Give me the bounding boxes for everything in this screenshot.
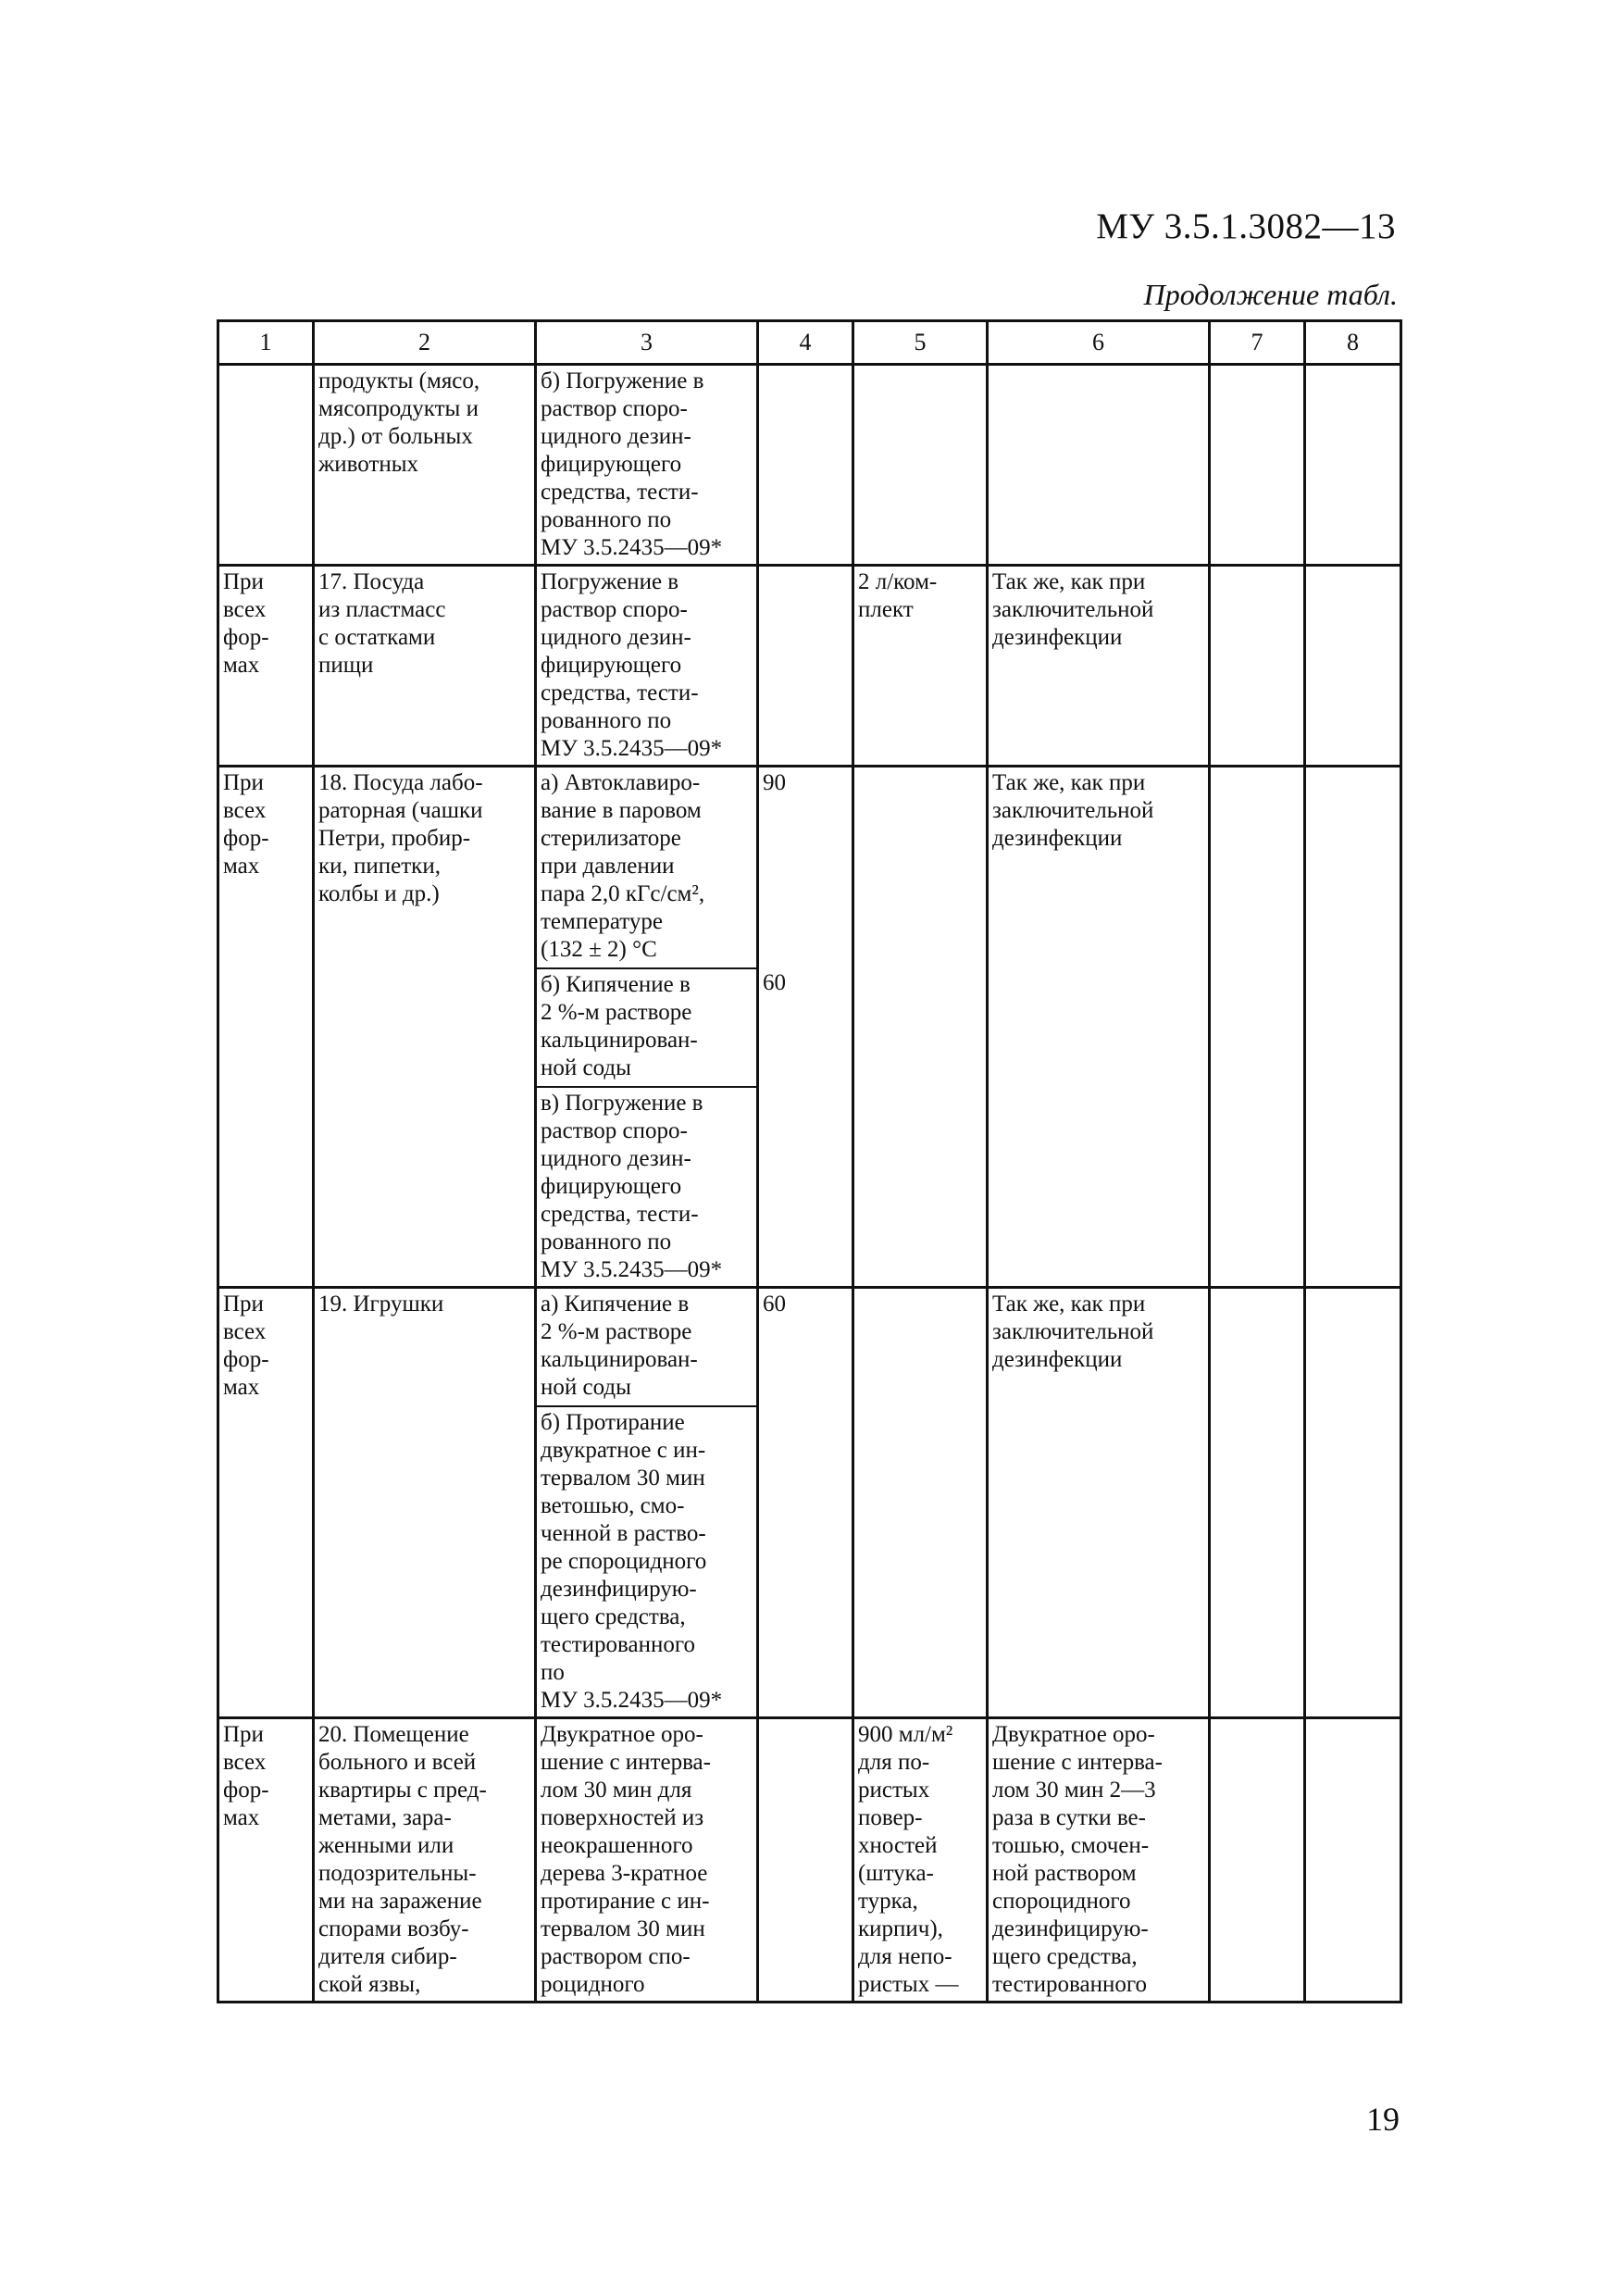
- column-header-2: 2: [314, 321, 536, 365]
- column-header-3: 3: [536, 321, 758, 365]
- form-cell: При всех фор- мах: [218, 1288, 314, 1718]
- method-cell: [536, 1718, 758, 2003]
- table-row: [218, 1288, 1401, 1718]
- object-cell: 17. Посуда из пластмасс с остатками пищи: [314, 566, 536, 767]
- col7-cell: [1210, 365, 1305, 566]
- form-cell: При всех фор- мах: [218, 767, 314, 1288]
- col8-cell: [1305, 365, 1401, 566]
- method-item: в) Погружение в раствор споро- цидного дезин- фицирующего средства, тести- рованного по МУ 3.5.2435—09*: [537, 1086, 756, 1284]
- time-value: 90: [763, 770, 786, 795]
- header-row: [218, 321, 1401, 365]
- method-item: Погружение в раствор споро- цидного дезин- фицирующего средства, тести- рованного по МУ 3.5.2435—09*: [541, 569, 723, 761]
- column-header-8: 8: [1305, 321, 1401, 365]
- norm-cell: [853, 1288, 988, 1718]
- time-cell: [758, 1288, 853, 1718]
- method-item: б) Кипячение в 2 %-м растворе кальцинирован- ной соды: [537, 967, 756, 1082]
- column-header-6: 6: [988, 321, 1210, 365]
- form-cell: При всех фор- мах: [218, 566, 314, 767]
- table-row: [218, 767, 1401, 1288]
- time-cell: [758, 566, 853, 767]
- object-cell: продукты (мясо, мясопродукты и др.) от больных животных: [314, 365, 536, 566]
- method-cell: [536, 566, 758, 767]
- norm-cell: 900 мл/м² для по- ристых повер- хностей (штука- турка, кирпич), для непо- ристых —: [853, 1718, 988, 2003]
- current-disinfection-cell: Так же, как при заключительной дезинфекции: [988, 767, 1210, 1288]
- current-disinfection-cell: Двукратное оро- шение с интерва- лом 30 мин 2—3 раза в сутки ве- тошью, смочен- ной раствором спороцидного дезинфицирую- щего средства, тестированного: [988, 1718, 1210, 2003]
- col7-cell: [1210, 566, 1305, 767]
- current-disinfection-cell: Так же, как при заключительной дезинфекции: [988, 1288, 1210, 1718]
- norm-cell: [853, 365, 988, 566]
- norm-cell: [853, 767, 988, 1288]
- method-item: а) Автоклавиро- вание в паровом стерилизаторе при давлении пара 2,0 кГс/см², температуре (132 ± 2) °С: [541, 770, 705, 962]
- col8-cell: [1305, 767, 1401, 1288]
- object-cell: 19. Игрушки: [314, 1288, 536, 1718]
- column-header-1: 1: [218, 321, 314, 365]
- object-cell: 20. Помещение больного и всей квартиры с пред- метами, зара- женными или подозрительны- ми на заражение спорами возбу- дителя сибир- ской язвы,: [314, 1718, 536, 2003]
- disinfection-table: [217, 319, 1402, 2003]
- norm-cell: 2 л/ком- плект: [853, 566, 988, 767]
- col7-cell: [1210, 767, 1305, 1288]
- column-header-4: 4: [758, 321, 853, 365]
- time-cell: [758, 767, 853, 1288]
- col8-cell: [1305, 1718, 1401, 2003]
- col8-cell: [1305, 566, 1401, 767]
- method-cell: [536, 1288, 758, 1718]
- page-number: 19: [1366, 2101, 1400, 2138]
- table-caption: Продолжение табл.: [1143, 278, 1398, 311]
- table-row: [218, 365, 1401, 566]
- object-cell: 18. Посуда лабо- раторная (чашки Петри, пробир- ки, пипетки, колбы и др.): [314, 767, 536, 1288]
- method-cell: [536, 767, 758, 1288]
- time-value: 60: [763, 1292, 786, 1316]
- doc-code: МУ 3.5.1.3082—13: [1096, 206, 1396, 246]
- form-cell: При всех фор- мах: [218, 1718, 314, 2003]
- method-item: а) Кипячение в 2 %-м растворе кальцинирован- ной соды: [541, 1292, 698, 1400]
- time-cell: [758, 1718, 853, 2003]
- col7-cell: [1210, 1718, 1305, 2003]
- form-cell: [218, 365, 314, 566]
- current-disinfection-cell: Так же, как при заключительной дезинфекции: [988, 566, 1210, 767]
- method-item: б) Протирание двукратное с ин- тервалом 30 мин ветошью, смо- ченной в раство- ре спороцидного дезинфицирую- щего средства, тестированного по МУ 3.5.2435—09*: [537, 1405, 756, 1715]
- method-item: б) Погружение в раствор споро- цидного дезин- фицирующего средства, тести- рованного по МУ 3.5.2435—09*: [541, 368, 723, 560]
- column-header-7: 7: [1210, 321, 1305, 365]
- table-row: [218, 566, 1401, 767]
- method-cell: [536, 365, 758, 566]
- table-row: [218, 1718, 1401, 2003]
- col7-cell: [1210, 1288, 1305, 1718]
- time-value: 60: [763, 970, 786, 995]
- time-cell: [758, 365, 853, 566]
- current-disinfection-cell: [988, 365, 1210, 566]
- method-item: Двукратное оро- шение с интерва- лом 30 мин для поверхностей из неокрашенного дерева 3-кратное протирание с ин- тервалом 30 мин раствором спо- роцидного: [541, 1722, 711, 1997]
- column-header-5: 5: [853, 321, 988, 365]
- col8-cell: [1305, 1288, 1401, 1718]
